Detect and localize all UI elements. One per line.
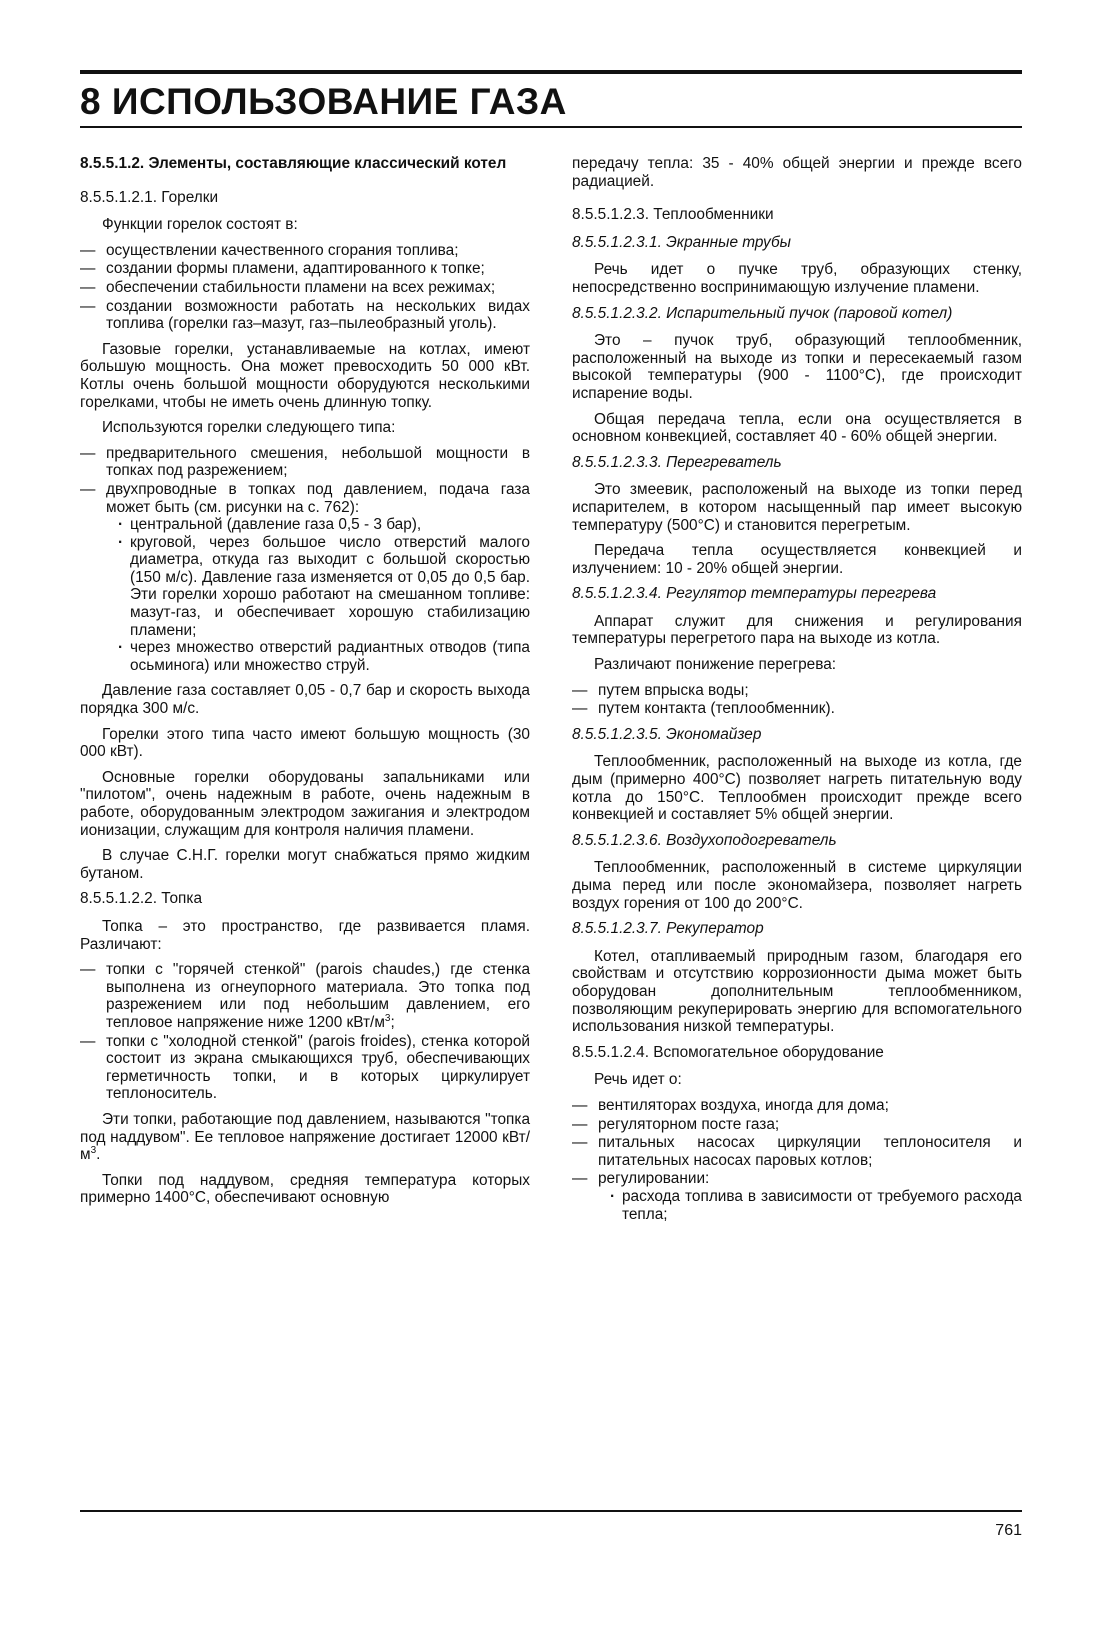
- sub-list-item: · круговой, через большое число отверстий малого диаметра, откуда газ выходит с большой скоростью (150 м/с). Давление газа изменяется от 0,05 до 0,5 бар. Эти горелки хорошо работают на смешанном топливе: мазут-газ, и обеспечивает хорошую стабилизацию пламени;: [118, 534, 530, 640]
- paragraph: передачу тепла: 35 - 40% общей энергии и прежде всего радиацией.: [572, 155, 1022, 190]
- sub-list-item: · расхода топлива в зависимости от требуемого расхода тепла;: [610, 1188, 1022, 1223]
- aux-heading: 8.5.5.1.2.4. Вспомогательное оборудование: [572, 1043, 884, 1061]
- paragraph: Передача тепла осуществляется конвекцией и излучением: 10 - 20% общей энергии.: [572, 542, 1022, 577]
- list-item-text: топки с "горячей стенкой" (parois chaudes,) где стенка выполнена из огнеупорного материала. Это топка под разрежением или под небольшим давлением, его тепловое напряжение ниже 1200 кВт/м: [106, 961, 530, 1031]
- list-item: — путем впрыска воды;: [572, 682, 1022, 700]
- subsection-heading: 8.5.5.1.2.3.7. Рекуператор: [572, 920, 764, 938]
- punctuation: ;: [390, 1013, 395, 1031]
- furnace-types-list: [80, 961, 530, 1103]
- paragraph: [80, 1111, 530, 1164]
- list-item: [80, 961, 530, 1031]
- paragraph: Давление газа составляет 0,05 - 0,7 бар и скорость выхода порядка 300 м/с.: [80, 682, 530, 718]
- list-item: [80, 445, 530, 480]
- footer-rule: [80, 1510, 1022, 1512]
- list-item-text: двухпроводные в топках под давлением, подача газа может быть (см. рисунки на с. 762):: [106, 480, 530, 516]
- furnace-heading: 8.5.5.1.2.2. Топка: [80, 890, 203, 908]
- chapter-title: 8 ИСПОЛЬЗОВАНИЕ ГАЗА: [80, 81, 567, 122]
- paragraph: Топки под наддувом, средняя температура которых примерно 1400°С, обеспечивают основную: [80, 1171, 530, 1207]
- burners-functions-list: [80, 242, 530, 333]
- paragraph: Речь идет о:: [594, 1071, 682, 1089]
- list-item: — обеспечении стабильности пламени на всех режимах;: [80, 279, 530, 297]
- aux-list: [572, 1097, 1022, 1223]
- list-item: — путем контакта (теплообменник).: [572, 700, 1022, 718]
- paragraph: Различают понижение перегрева:: [594, 656, 837, 674]
- paragraph: Общая передача тепла, если она осуществляется в основном конвекцией, составляет 40 - 60% общей энергии.: [572, 410, 1022, 446]
- burners-intro: Функции горелок состоят в:: [102, 216, 298, 234]
- paragraph: Это змеевик, расположеный на выходе из топки перед испарителем, в котором насыщенный пар имеет высокую температуру (500°С) и становится перегретым.: [572, 481, 1022, 534]
- exchangers-heading: 8.5.5.1.2.3. Теплообменники: [572, 206, 774, 224]
- list-item: — топки с "холодной стенкой" (parois froides), стенка которой состоит из экрана смыкающихся труб, обеспечивающих герметичность топки, и в которых циркулирует теплоноситель.: [80, 1033, 530, 1103]
- paragraph: Теплообменник, расположенный в системе циркуляции дыма перед или после экономайзера, позволяет нагреть воздух горения от 100 до 200°С.: [572, 859, 1022, 912]
- list-item-text: предварительного смешения, небольшой мощности в топках под разрежением;: [106, 444, 530, 480]
- superscript: 3: [384, 1012, 391, 1024]
- sub-list-item: · через множество отверстий радиантных отводов (типа осьминога) или множество струй.: [118, 639, 530, 674]
- aux-sub-list: [598, 1188, 1022, 1223]
- paragraph: Топка – это пространство, где развивается пламя. Различают:: [80, 917, 530, 953]
- list-item-text: регулировании:: [598, 1170, 710, 1188]
- list-item: — вентиляторах воздуха, иногда для дома;: [572, 1097, 1022, 1115]
- header-rule-top: [80, 70, 1022, 74]
- subsection-heading: 8.5.5.1.2.3.4. Регулятор температуры перегрева: [572, 585, 937, 603]
- subsection-heading: 8.5.5.1.2.3.5. Экономайзер: [572, 725, 762, 743]
- burner-subtypes-list: [106, 516, 530, 674]
- burners-heading: 8.5.5.1.2.1. Горелки: [80, 188, 219, 206]
- paragraph: Горелки этого типа часто имеют большую мощность (30 000 кВт).: [80, 725, 530, 761]
- left-column: [80, 155, 530, 1215]
- paragraph: Речь идет о пучке труб, образующих стенку, непосредственно воспринимающую излучение пламени.: [572, 261, 1022, 296]
- list-item: — создании возможности работать на нескольких видах топлива (горелки газ–мазут, газ–пылеобразный уголь).: [80, 298, 530, 333]
- page-number: 761: [995, 1522, 1022, 1539]
- paragraph: Котел, отапливаемый природным газом, благодаря его свойствам и отсутствию коррозионности дыма может быть оборудован дополнительным теплообменником, позволяющим рекуперировать энергию для вспомогательного использования низкой температуры.: [572, 947, 1022, 1036]
- regulator-list: [572, 682, 1022, 718]
- list-item: — создании формы пламени, адаптированного к топке;: [80, 260, 530, 278]
- list-item: — питальных насосах циркуляции теплоносителя и питательных насосах паровых котлов;: [572, 1134, 1022, 1169]
- paragraph: В случае С.Н.Г. горелки могут снабжаться прямо жидким бутаном.: [80, 847, 530, 882]
- paragraph: Аппарат служит для снижения и регулирования температуры перегретого пара на выходе из котла.: [572, 612, 1022, 648]
- superscript: 3: [90, 1144, 97, 1156]
- burner-types-list: [80, 445, 530, 675]
- list-item: — осуществлении качественного сгорания топлива;: [80, 242, 530, 260]
- paragraph: Теплообменник, расположенный на выходе из котла, где дым (примерно 400°С) позволяет нагреть питательную воду котла до 150°С. Теплообмен происходит прежде всего конвекцией и составляет 5% общей энергии.: [572, 753, 1022, 824]
- punctuation: .: [96, 1146, 101, 1164]
- subsection-heading: 8.5.5.1.2.3.6. Воздухоподогреватель: [572, 831, 837, 849]
- header-rule-bottom: [80, 126, 1022, 128]
- list-item: [572, 1170, 1022, 1223]
- paragraph: Основные горелки оборудованы запальниками или "пилотом", очень надежным в работе, очень надежным в работе, оборудованным электродом зажигания и электродом ионизации, служащим для контроля наличия пламени.: [80, 768, 530, 839]
- paragraph-text: Эти топки, работающие под давлением, называются "топка под наддувом". Ее тепловое напряжение достигает 12000 кВт/м: [80, 1110, 530, 1164]
- list-item: [80, 481, 530, 675]
- sub-list-item: · центральной (давление газа 0,5 - 3 бар),: [118, 516, 530, 534]
- subsection-heading: 8.5.5.1.2.3.1. Экранные трубы: [572, 233, 792, 251]
- subsection-heading: 8.5.5.1.2.3.3. Перегреватель: [572, 453, 782, 471]
- section-heading: 8.5.5.1.2. Элементы, составляющие классический котел: [80, 155, 507, 172]
- right-column: [572, 155, 1022, 1231]
- subsection-heading: 8.5.5.1.2.3.2. Испарительный пучок (паровой котел): [572, 304, 953, 322]
- paragraph: Используются горелки следующего типа:: [102, 419, 396, 437]
- list-item: — регуляторном посте газа;: [572, 1116, 1022, 1134]
- paragraph: Это – пучок труб, образующий теплообменник, расположенный на выходе из топки и пересекаемый газом высокой температуры (900 - 1100°С), где происходит испарение воды.: [572, 332, 1022, 402]
- paragraph: Газовые горелки, устанавливаемые на котлах, имеют большую мощность. Она может превосходить 50 000 кВт. Котлы очень большой мощности оборудуются несколькими горелками, чтобы не иметь очень длинную топку.: [80, 340, 530, 411]
